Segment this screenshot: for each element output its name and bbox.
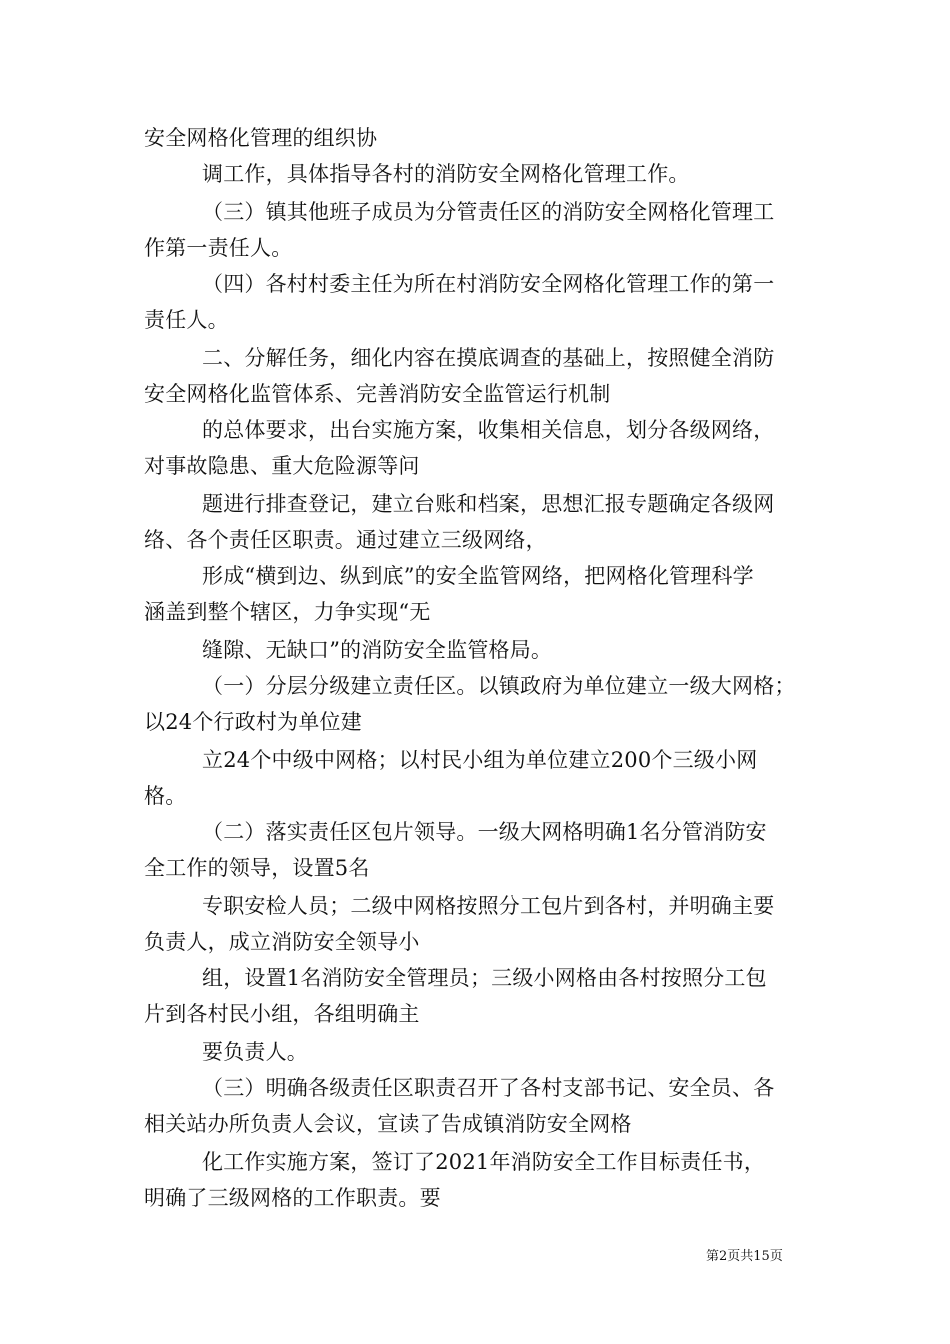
text-line: 片到各村民小组，各组明确主 xyxy=(144,1002,420,1026)
text-line: （四）各村村委主任为所在村消防安全网格化管理工作的第一 xyxy=(202,272,775,296)
text-line: 络、各个责任区职责。通过建立三级网络， xyxy=(144,528,547,552)
text-line: 明确了三级网格的工作职责。要 xyxy=(144,1186,441,1210)
text-line: 负责人，成立消防安全领导小 xyxy=(144,930,420,954)
text-line: 形成“横到边、纵到底”的安全监管网络，把网格化管理科学 xyxy=(202,564,754,588)
text-line: 调工作，具体指导各村的消防安全网格化管理工作。 xyxy=(202,162,690,186)
text-line: 格。 xyxy=(144,784,187,808)
text-line: 安全网格化监管体系、完善消防安全监管运行机制 xyxy=(144,382,611,406)
text-line: 要负责人。 xyxy=(202,1040,308,1064)
text-line: （一）分层分级建立责任区。以镇政府为单位建立一级大网格； xyxy=(202,674,796,698)
text-line: 作第一责任人。 xyxy=(144,236,293,260)
text-line: 涵盖到整个辖区，力争实现“无 xyxy=(144,600,431,624)
text-line: 全工作的领导，设置5名 xyxy=(144,856,370,880)
text-line: 责任人。 xyxy=(144,308,229,332)
text-line: 相关站办所负责人会议，宣读了告成镇消防安全网格 xyxy=(144,1112,632,1136)
text-line: （二）落实责任区包片领导。一级大网格明确1名分管消防安 xyxy=(202,820,767,844)
text-line: 对事故隐患、重大危险源等问 xyxy=(144,454,420,478)
text-line: 以24个行政村为单位建 xyxy=(144,710,362,734)
text-line: 题进行排查登记，建立台账和档案，思想汇报专题确定各级网 xyxy=(202,492,775,516)
text-line: 组，设置1名消防安全管理员；三级小网格由各村按照分工包 xyxy=(202,966,767,990)
text-line: 专职安检人员；二级中网格按照分工包片到各村，并明确主要 xyxy=(202,894,775,918)
text-line: （三）镇其他班子成员为分管责任区的消防安全网格化管理工 xyxy=(202,200,775,224)
text-line: （三）明确各级责任区职责召开了各村支部书记、安全员、各 xyxy=(202,1076,775,1100)
text-line: 的总体要求，出台实施方案，收集相关信息，划分各级网络， xyxy=(202,418,775,442)
text-line: 安全网格化管理的组织协 xyxy=(144,126,378,150)
text-line: 化工作实施方案，签订了2021年消防安全工作目标责任书， xyxy=(202,1150,766,1174)
text-line: 缝隙、无缺口”的消防安全监管格局。 xyxy=(202,638,553,662)
text-line: 立24个中级中网格；以村民小组为单位建立200个三级小网 xyxy=(202,748,758,772)
text-line: 二、分解任务，细化内容在摸底调查的基础上，按照健全消防 xyxy=(202,346,775,370)
page-number: 第2页共15页 xyxy=(706,1249,783,1264)
